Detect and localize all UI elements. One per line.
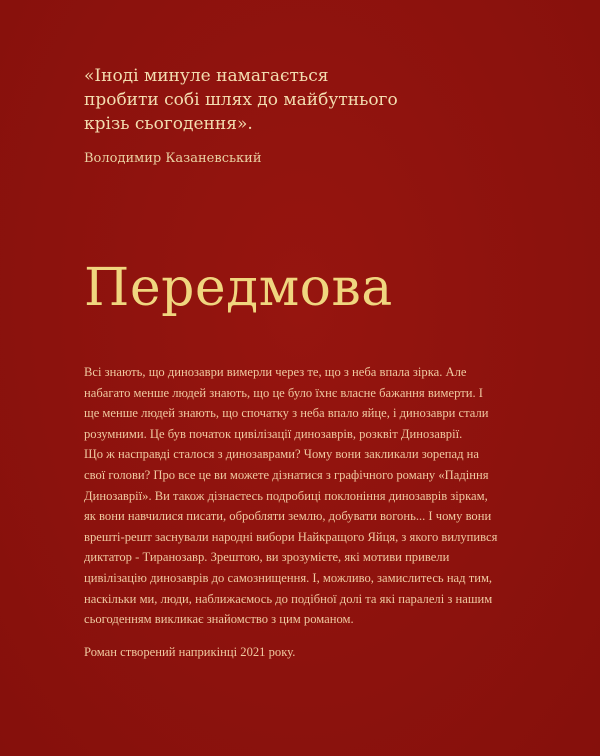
epigraph-quote: «Іноді минуле намагається пробити собі шлях до майбутнього крізь сьогодення». (84, 66, 398, 134)
preface-body (84, 362, 514, 662)
preface-text: Всі знають, що динозаври вимерли через те, що з неба впала зірка. Але набагато менше людей знають, що це було їхнє власне бажання вимерти. І ще менше людей знають, що спочатку з неба впало яйце, і динозаври стали розумними. Це був початок цивілізації динозаврів, розквіт Динозаврії. Що ж насправді сталося з динозаврами? Чому вони закликали зорепад на свої голови? Про все це ви можете дізнатися з графічного роману «Падіння Динозаврії». Ви також дізнаєтесь подробиці поклоніння динозаврів зіркам, як вони навчилися писати, обробляти землю, добувати вогонь... І чому вони врешті-решт заснували народні вибори Найкращого Яйця, з якого вилупився диктатор - Тиранозавр. Зрештою, ви зрозумієте, які мотиви привели цивілізацію динозаврів до самознищення. І, можливо, замислитесь над тим, наскільки ми, люди, наближаємось до подібної долі та які паралелі з нашим сьогоденням викликає знайомство з цим романом. (84, 365, 498, 627)
page-title: Передмова (84, 258, 393, 318)
epigraph-author: Володимир Казаневський (84, 151, 262, 166)
preface-footnote: Роман створений наприкінці 2021 року. (84, 644, 296, 659)
epigraph (84, 64, 504, 168)
